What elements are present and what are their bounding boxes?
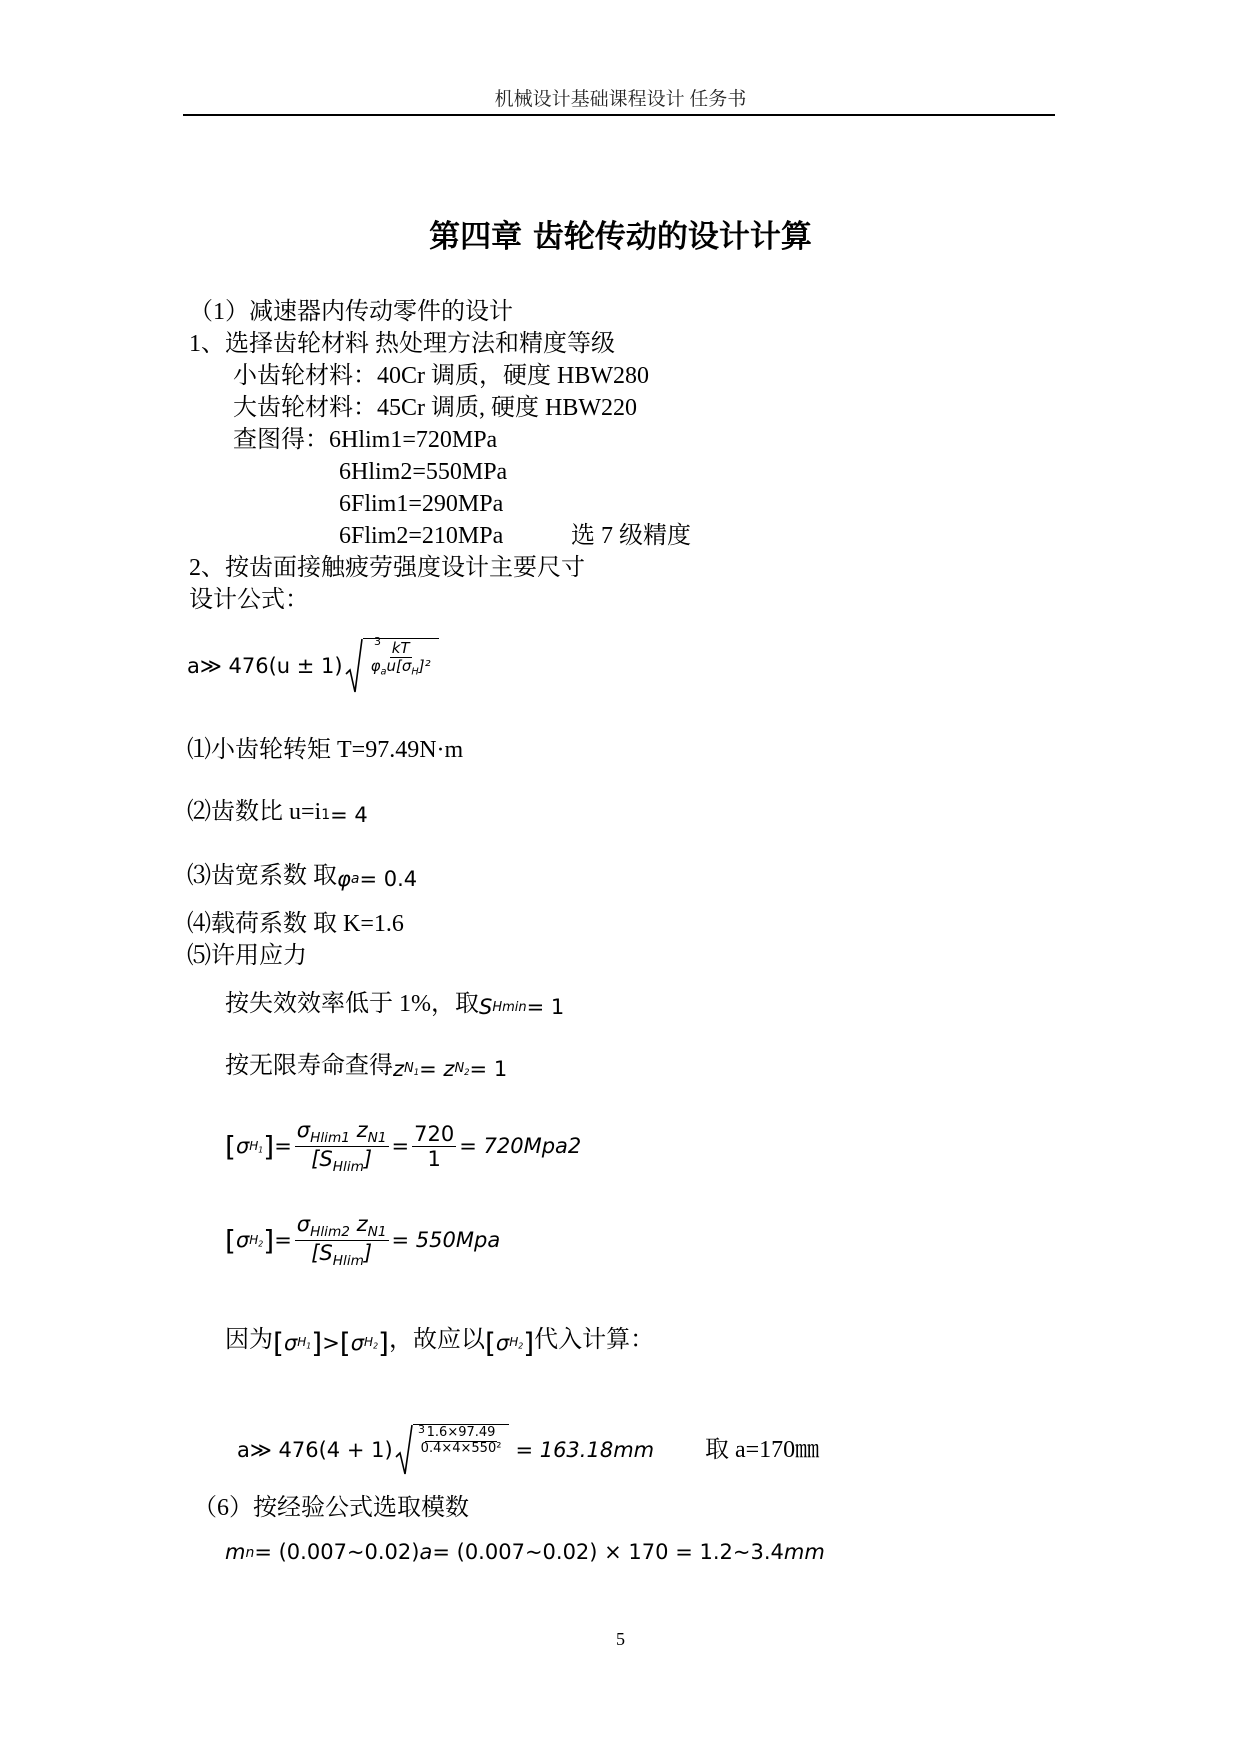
root-index: 3 (374, 635, 381, 648)
design-formula: a≫ 476(u ± 1) $\frac{kT}{\varphi_au[\sigma_H]^2}$ (187, 638, 439, 694)
chapter-title: 第四章 齿轮传动的设计计算 (429, 219, 812, 255)
root-index-2: 3 (418, 1423, 425, 1436)
item-1-heading: 1、选择齿轮材料 热处理方法和精度等级 (189, 331, 615, 357)
center-distance-formula: a≫ 476(4 + 1) $\frac{1.6\times 97.49}{\text{0.4×4×550²}}$ = 163.18mm (237, 1424, 654, 1476)
load-factor-line: ⑷载荷系数 取 K=1.6 (187, 911, 404, 937)
comparison-line: 因为$[\sigma H_1]>[\sigma H_2]$，故应以$[\sigma H_2]$代入计算： (225, 1326, 655, 1360)
section-heading-1: （1）减速器内传动零件的设计 (189, 299, 513, 325)
running-header: 机械设计基础课程设计 任务书 (494, 89, 747, 110)
life-factor-line: 按无限寿命查得$zN_1= zN_2= 1$ (225, 1053, 508, 1081)
allowable-stress-heading: ⑸许用应力 (187, 943, 307, 969)
precision-grade: 选 7 级精度 (571, 523, 691, 549)
chart-lookup-line: 查图得：6Hlim1=720MPa (233, 427, 498, 453)
safety-factor-line: 按失效效率低于 1%，取SHmin= 1 (225, 991, 565, 1019)
module-selection-heading: （6）按经验公式选取模数 (193, 1495, 469, 1521)
face-width-line: ⑶齿宽系数 取φa= 0.4 (187, 863, 418, 891)
allowable-stress-2-formula: $[\sigma H_2]=$ $\frac{\sigma_{Hlim2} z_{N1}}{[S_{Hlim}]}$ = 550Mpa (225, 1212, 501, 1270)
item-2-heading: 2、按齿面接触疲劳强度设计主要尺寸 (189, 555, 585, 581)
header-rule (183, 114, 1055, 116)
allowable-stress-1-formula: $[\sigma H_1]=$ $\frac{\sigma_{Hlim1} z_{N1}}{[S_{Hlim}]}$ = $\frac{720}{1}$ = 720Mpa2 (225, 1118, 582, 1176)
small-gear-material: 小齿轮材料：40Cr 调质，硬度 HBW280 (233, 363, 649, 389)
flim1-line: 6Flim1=290MPa (339, 491, 504, 517)
design-formula-label: 设计公式： (189, 587, 309, 613)
page-number: 5 (616, 1629, 625, 1649)
flim2-line: 6Flim2=210MPa (339, 523, 504, 549)
hlim2-line: 6Hlim2=550MPa (339, 459, 508, 485)
torque-line: ⑴小齿轮转矩 T=97.49N·m (187, 737, 464, 763)
gear-ratio-line: ⑵齿数比 u=i1= 4 (187, 799, 368, 827)
large-gear-material: 大齿轮材料：45Cr 调质, 硬度 HBW220 (233, 395, 637, 421)
module-formula: mn= (0.007~0.02)a= (0.007~0.02) × 170 = 1.2~3.4mm (225, 1540, 825, 1564)
chosen-center-distance: 取 a=170㎜ (705, 1437, 820, 1463)
